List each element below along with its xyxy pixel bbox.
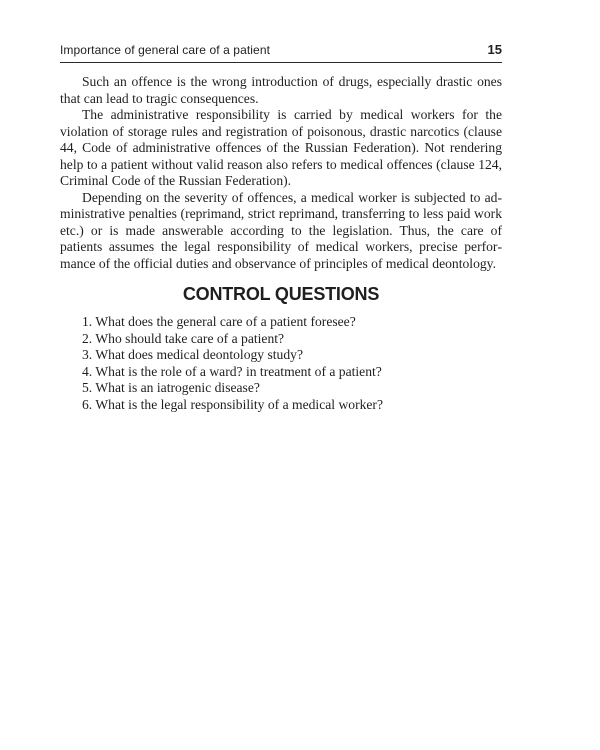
body-text [60, 74, 502, 272]
page-number: 15 [487, 42, 502, 57]
question-item: 4. What is the role of a ward? in treatment of a patient? [82, 363, 382, 379]
question-item: 3. What does medical deontology study? [82, 347, 303, 362]
question-item: 2. Who should take care of a patient? [82, 330, 285, 346]
paragraph: Depending on the severity of offences, a medical worker is subjected to administrative penalties (reprimand, strict reprimand, transferring to less paid work etc.) or is made answerable according to the legislation. Thus, the care of patients assumes the legal responsibility of medical workers, precise performance of the official duties and observance of principles of medical deontology. [60, 189, 502, 271]
question-item: 6. What is the legal responsibility of a medical worker? [82, 396, 383, 412]
running-title: Importance of general care of a patient [60, 43, 271, 57]
paragraph: Such an offence is the wrong introduction of drugs, especially drastic ones that can lead to tragic consequences. [60, 74, 502, 106]
control-questions-list [82, 314, 502, 413]
question-item: 5. What is an iatrogenic disease? [82, 380, 260, 395]
section-title: CONTROL QUESTIONS [182, 284, 380, 304]
question-item: 1. What does the general care of a patient foresee? [82, 314, 356, 329]
page-header [60, 40, 502, 63]
paragraph: The administrative responsibility is carried by medical workers for the violation of storage rules and registration of poisonous, drastic narcotics (clause 44, Code of administrative offences of the Russian Federation). Not rendering help to a patient without valid reason also refers to medical offences (clause 124, Criminal Code of the Russian Federation). [60, 107, 502, 188]
